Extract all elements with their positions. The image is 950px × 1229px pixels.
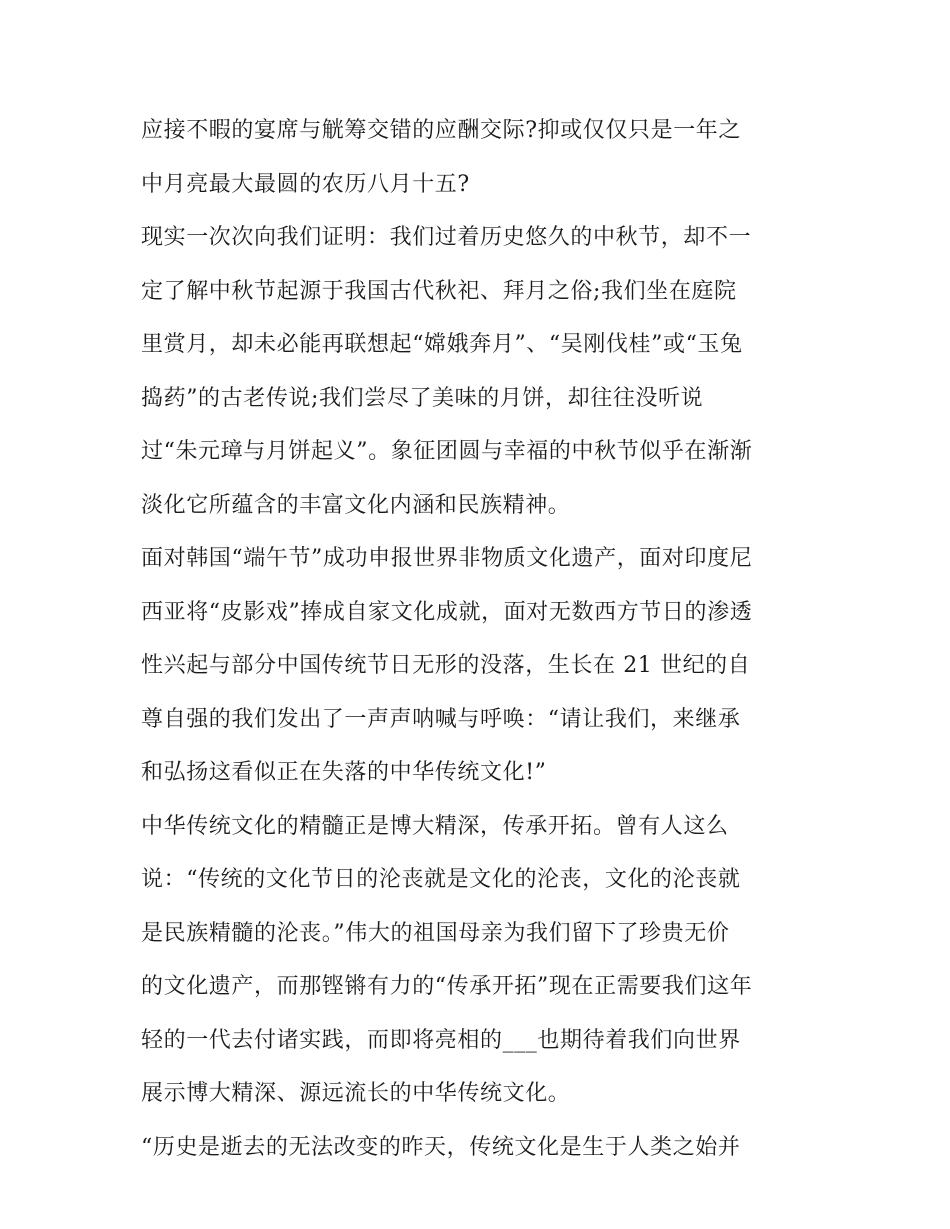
document-body bbox=[141, 104, 821, 1174]
text-line: 尊自强的我们发出了一声声呐喊与呼唤：“请让我们，来继承 bbox=[141, 706, 741, 732]
text-line: 定了解中秋节起源于我国古代秋祀、拜月之俗;我们坐在庭院 bbox=[141, 278, 737, 304]
text-line: “历史是逝去的无法改变的昨天，传统文化是生于人类之始并 bbox=[141, 1134, 741, 1160]
text-line: 性兴起与部分中国传统节日无形的没落，生长在 21 世纪的自 bbox=[141, 653, 751, 678]
text-line: 里赏月，却未必能再联想起“嫦娥奔月”、“吴刚伐桂”或“玉兔 bbox=[141, 332, 743, 357]
text-line: 面对韩国“端午节”成功申报世界非物质文化遗产，面对印度尼 bbox=[141, 546, 753, 571]
text-line: 淡化它所蕴含的丰富文化内涵和民族精神。 bbox=[141, 492, 571, 518]
text-line: 西亚将“皮影戏”捧成自家文化成就，面对无数西方节日的渗透 bbox=[141, 599, 753, 625]
text-line: 是民族精髓的沦丧。”伟大的祖国母亲为我们留下了珍贵无价 bbox=[141, 920, 730, 946]
text-line: 展示博大精深、源远流长的中华传统文化。 bbox=[141, 1081, 571, 1106]
text-line: 中华传统文化的精髓正是博大精深，传承开拓。曾有人这么 bbox=[141, 813, 729, 839]
text-line: 说：“传统的文化节日的沦丧就是文化的沦丧，文化的沦丧就 bbox=[141, 867, 741, 892]
text-line: 过“朱元璋与月饼起义”。象征团圆与幸福的中秋节似乎在渐渐 bbox=[141, 439, 753, 464]
text-line: 中月亮最大最圆的农历八月十五? bbox=[141, 171, 470, 197]
text-line: 捣药”的古老传说;我们尝尽了美味的月饼，却往往没听说 bbox=[141, 385, 704, 411]
text-line: 和弘扬这看似正在失落的中华传统文化!” bbox=[141, 760, 547, 785]
text-line: 现实一次次向我们证明：我们过着历史悠久的中秋节，却不一 bbox=[141, 225, 752, 250]
text-line: 轻的一代去付诸实践，而即将亮相的___也期待着我们向世界 bbox=[141, 1027, 741, 1053]
text-line: 应接不暇的宴席与觥筹交错的应酬交际?抑或仅仅只是一年之 bbox=[141, 118, 741, 143]
text-line: 的文化遗产，而那铿锵有力的“传承开拓”现在正需要我们这年 bbox=[141, 974, 753, 999]
